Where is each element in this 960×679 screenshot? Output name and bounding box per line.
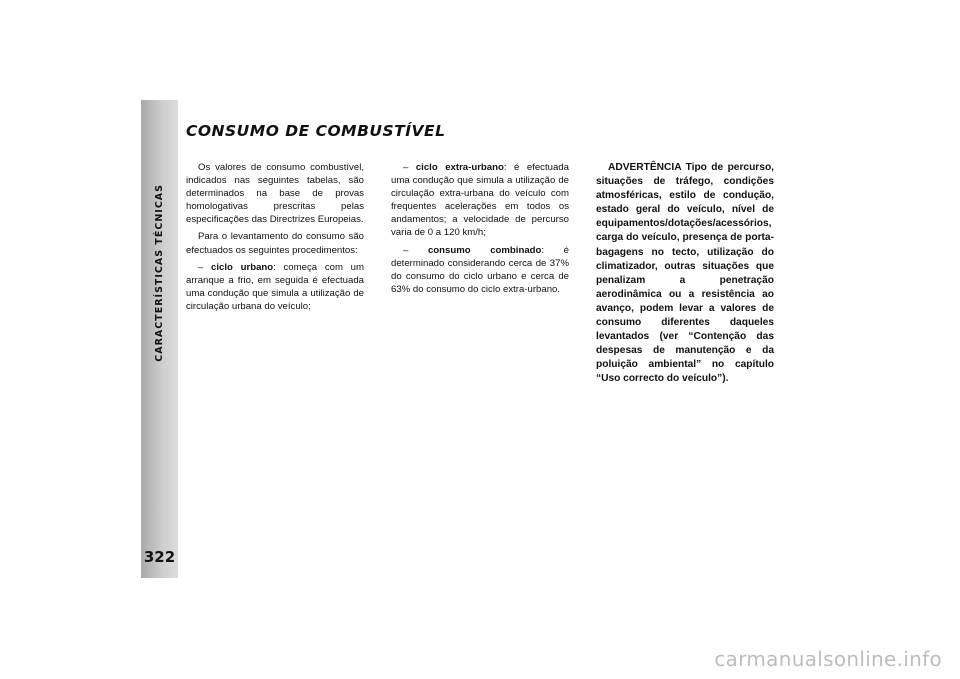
dash: – bbox=[198, 261, 212, 273]
text-column-2 bbox=[391, 161, 569, 300]
extra-urban-paragraph bbox=[391, 161, 569, 240]
combined-paragraph bbox=[391, 244, 569, 296]
procedures-paragraph: Para o levantamento do consumo são efectuados os seguintes procedimentos: bbox=[186, 231, 364, 256]
dash: – bbox=[403, 244, 428, 256]
page-title: CONSUMO DE COMBUSTÍVEL bbox=[186, 122, 446, 140]
urban-cycle-paragraph bbox=[186, 261, 364, 313]
dash: – bbox=[403, 162, 416, 173]
text-column-3 bbox=[596, 161, 774, 391]
urban-cycle-text: : começa com um arranque a frio, em seguida é efectuada uma condução que simula a utilização de circulação urbana do veículo; bbox=[186, 261, 364, 312]
extra-urban-term: ciclo extra-urbano bbox=[415, 162, 504, 173]
warning-paragraph: ADVERTÊNCIA Tipo de percurso, situações de tráfego, condições atmosféricas, estilo de condução, estado geral do veículo, nível de equipamentos/dotações/acessórios, carga do veículo, presença de porta-bagagens no tecto, utilização do climatizador, outras situações que penalizam a penetração aerodinâmica ou a resistência ao avanço, podem levar a valores de consumo diferentes daqueles levantados (ver “Contenção das despesas de manutenção e da poluição ambiental” no capítulo “Uso correcto do veículo”). bbox=[596, 162, 774, 385]
section-label-wrapper bbox=[141, 108, 178, 438]
page-number: 322 bbox=[143, 548, 176, 566]
watermark: carmanualsonline.info bbox=[714, 647, 942, 671]
side-tab bbox=[141, 100, 178, 578]
combined-text: : é determinado considerando cerca de 37% do consumo do ciclo urbano e cerca de 63% do consumo do ciclo extra-urbano. bbox=[391, 244, 569, 295]
extra-urban-text: : é efectuada uma condução que simula a utilização de circulação extra-urbana do veículo com frequentes acelerações em todos os andamentos; a velocidade de percurso varia de 0 a 120 km/h; bbox=[391, 162, 569, 239]
text-column-1 bbox=[186, 161, 364, 317]
urban-cycle-term: ciclo urbano bbox=[211, 261, 274, 273]
combined-term: consumo combinado bbox=[427, 244, 542, 256]
section-label: CARACTERÍSTICAS TÉCNICAS bbox=[154, 184, 165, 362]
intro-paragraph: Os valores de consumo combustível, indicados nas seguintes tabelas, são determinados na base de provas homologativas prescritas pelas especificações das Directrizes Europeias. bbox=[186, 162, 364, 226]
